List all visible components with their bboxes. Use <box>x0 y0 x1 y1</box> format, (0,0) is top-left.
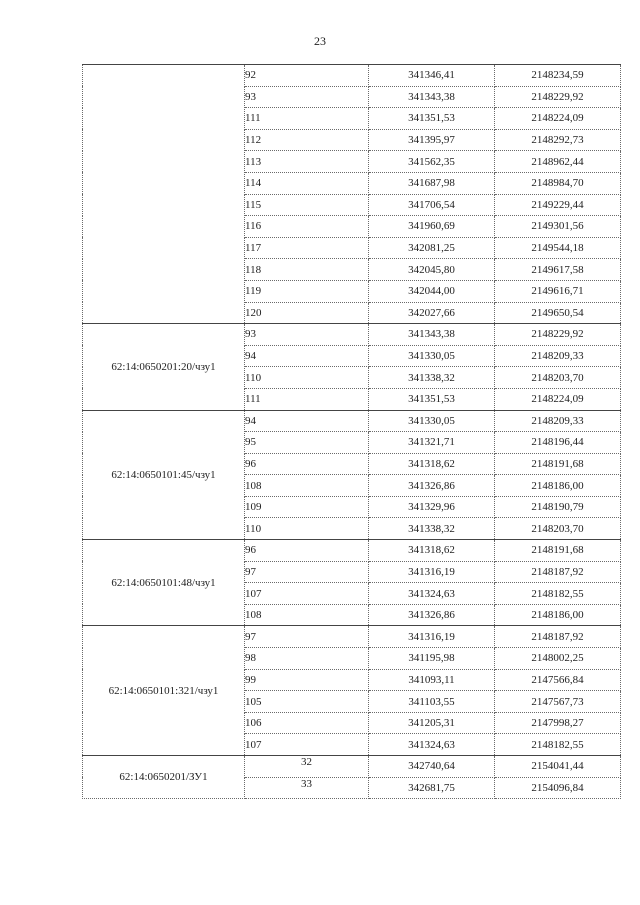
x-coordinate-cell: 341326,86 <box>369 475 495 497</box>
point-number-cell: 96 <box>245 540 369 562</box>
table-row <box>83 626 621 648</box>
table-row <box>83 324 621 346</box>
x-coordinate-cell: 341343,38 <box>369 324 495 346</box>
x-coordinate-cell: 341316,19 <box>369 626 495 648</box>
y-coordinate-cell: 2148182,55 <box>495 734 621 756</box>
x-coordinate-cell: 342027,66 <box>369 302 495 324</box>
x-coordinate-cell: 341324,63 <box>369 734 495 756</box>
parcel-number-cell: 62:14:0650101:45/чзу1 <box>83 410 245 540</box>
x-coordinate-cell: 341562,35 <box>369 151 495 173</box>
x-coordinate-cell: 341706,54 <box>369 194 495 216</box>
point-number-cell: 120 <box>245 302 369 324</box>
y-coordinate-cell: 2149617,58 <box>495 259 621 281</box>
parcel-number-cell <box>83 65 245 324</box>
coordinates-table <box>82 64 621 799</box>
point-number-cell: 92 <box>245 65 369 87</box>
point-number-cell: 94 <box>245 410 369 432</box>
point-number-cell: 96 <box>245 453 369 475</box>
y-coordinate-cell: 2148229,92 <box>495 86 621 108</box>
y-coordinate-cell: 2148229,92 <box>495 324 621 346</box>
y-coordinate-cell: 2149301,56 <box>495 216 621 238</box>
parcel-number-cell: 62:14:0650101:48/чзу1 <box>83 540 245 626</box>
y-coordinate-cell: 2148209,33 <box>495 345 621 367</box>
x-coordinate-cell: 341687,98 <box>369 172 495 194</box>
table-row <box>83 65 621 87</box>
y-coordinate-cell: 2148186,00 <box>495 475 621 497</box>
x-coordinate-cell: 342740,64 <box>369 756 495 778</box>
parcel-number-cell: 62:14:0650201:20/чзу1 <box>83 324 245 410</box>
point-number-cell: 113 <box>245 151 369 173</box>
y-coordinate-cell: 2148191,68 <box>495 453 621 475</box>
point-number-cell: 93 <box>245 324 369 346</box>
point-number-cell: 108 <box>245 475 369 497</box>
x-coordinate-cell: 341316,19 <box>369 561 495 583</box>
point-number-cell: 33 <box>245 777 369 799</box>
point-number-cell: 97 <box>245 561 369 583</box>
coordinates-table-body <box>83 65 621 799</box>
y-coordinate-cell: 2148292,73 <box>495 129 621 151</box>
point-number-cell: 107 <box>245 583 369 605</box>
point-number-cell: 108 <box>245 604 369 626</box>
table-row <box>83 410 621 432</box>
point-number-cell: 112 <box>245 129 369 151</box>
x-coordinate-cell: 342044,00 <box>369 280 495 302</box>
y-coordinate-cell: 2148186,00 <box>495 604 621 626</box>
y-coordinate-cell: 2149616,71 <box>495 280 621 302</box>
x-coordinate-cell: 341205,31 <box>369 712 495 734</box>
page-number: 23 <box>314 34 326 48</box>
x-coordinate-cell: 341195,98 <box>369 648 495 670</box>
point-number-cell: 111 <box>245 108 369 130</box>
y-coordinate-cell: 2148187,92 <box>495 561 621 583</box>
y-coordinate-cell: 2147998,27 <box>495 712 621 734</box>
x-coordinate-cell: 341330,05 <box>369 410 495 432</box>
y-coordinate-cell: 2148191,68 <box>495 540 621 562</box>
x-coordinate-cell: 341960,69 <box>369 216 495 238</box>
parcel-number-cell: 62:14:0650101:321/чзу1 <box>83 626 245 756</box>
y-coordinate-cell: 2149650,54 <box>495 302 621 324</box>
point-number-cell: 32 <box>245 756 369 778</box>
point-number-cell: 105 <box>245 691 369 713</box>
y-coordinate-cell: 2154041,44 <box>495 756 621 778</box>
point-number-cell: 94 <box>245 345 369 367</box>
point-number-cell: 106 <box>245 712 369 734</box>
point-number-cell: 111 <box>245 388 369 410</box>
y-coordinate-cell: 2149229,44 <box>495 194 621 216</box>
y-coordinate-cell: 2148182,55 <box>495 583 621 605</box>
y-coordinate-cell: 2147567,73 <box>495 691 621 713</box>
y-coordinate-cell: 2148190,79 <box>495 496 621 518</box>
x-coordinate-cell: 341103,55 <box>369 691 495 713</box>
y-coordinate-cell: 2148203,70 <box>495 518 621 540</box>
x-coordinate-cell: 341326,86 <box>369 604 495 626</box>
point-number-cell: 116 <box>245 216 369 238</box>
x-coordinate-cell: 341321,71 <box>369 432 495 454</box>
x-coordinate-cell: 342681,75 <box>369 777 495 799</box>
y-coordinate-cell: 2148224,09 <box>495 108 621 130</box>
x-coordinate-cell: 341343,38 <box>369 86 495 108</box>
y-coordinate-cell: 2148224,09 <box>495 388 621 410</box>
y-coordinate-cell: 2148234,59 <box>495 65 621 87</box>
y-coordinate-cell: 2148002,25 <box>495 648 621 670</box>
point-number-cell: 109 <box>245 496 369 518</box>
y-coordinate-cell: 2154096,84 <box>495 777 621 799</box>
x-coordinate-cell: 341324,63 <box>369 583 495 605</box>
point-number-cell: 119 <box>245 280 369 302</box>
point-number-cell: 98 <box>245 648 369 670</box>
x-coordinate-cell: 341329,96 <box>369 496 495 518</box>
table-row <box>83 540 621 562</box>
x-coordinate-cell: 341318,62 <box>369 453 495 475</box>
x-coordinate-cell: 341338,32 <box>369 518 495 540</box>
x-coordinate-cell: 341351,53 <box>369 108 495 130</box>
x-coordinate-cell: 341351,53 <box>369 388 495 410</box>
y-coordinate-cell: 2148203,70 <box>495 367 621 389</box>
point-number-cell: 115 <box>245 194 369 216</box>
y-coordinate-cell: 2148962,44 <box>495 151 621 173</box>
point-number-cell: 110 <box>245 367 369 389</box>
x-coordinate-cell: 341093,11 <box>369 669 495 691</box>
table-row <box>83 756 621 778</box>
point-number-cell: 117 <box>245 237 369 259</box>
point-number-cell: 114 <box>245 172 369 194</box>
point-number-cell: 107 <box>245 734 369 756</box>
x-coordinate-cell: 341318,62 <box>369 540 495 562</box>
y-coordinate-cell: 2148984,70 <box>495 172 621 194</box>
y-coordinate-cell: 2149544,18 <box>495 237 621 259</box>
x-coordinate-cell: 341338,32 <box>369 367 495 389</box>
x-coordinate-cell: 341330,05 <box>369 345 495 367</box>
point-number-cell: 97 <box>245 626 369 648</box>
x-coordinate-cell: 342081,25 <box>369 237 495 259</box>
point-number-cell: 93 <box>245 86 369 108</box>
y-coordinate-cell: 2148196,44 <box>495 432 621 454</box>
y-coordinate-cell: 2147566,84 <box>495 669 621 691</box>
parcel-number-cell: 62:14:0650201/ЗУ1 <box>83 756 245 799</box>
point-number-cell: 99 <box>245 669 369 691</box>
point-number-cell: 110 <box>245 518 369 540</box>
x-coordinate-cell: 342045,80 <box>369 259 495 281</box>
y-coordinate-cell: 2148209,33 <box>495 410 621 432</box>
point-number-cell: 95 <box>245 432 369 454</box>
x-coordinate-cell: 341346,41 <box>369 65 495 87</box>
point-number-cell: 118 <box>245 259 369 281</box>
x-coordinate-cell: 341395,97 <box>369 129 495 151</box>
y-coordinate-cell: 2148187,92 <box>495 626 621 648</box>
